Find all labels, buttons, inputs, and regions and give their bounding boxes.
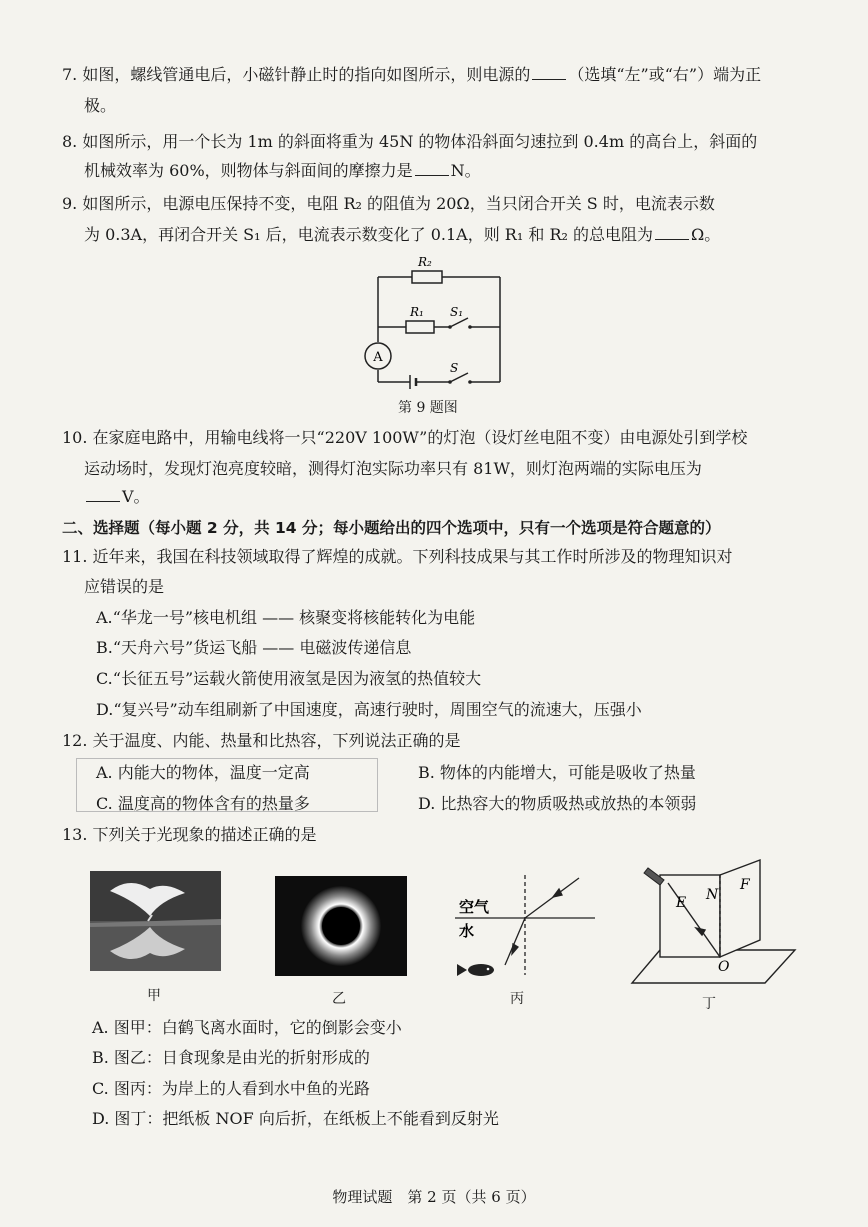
q8-line1: 8. 如图所示，用一个长为 1m 的斜面将重为 45N 的物体沿斜面匀速拉到 0.4m 的高台上，斜面的 [62,132,758,151]
resistor-r2 [412,271,442,283]
figure-yi-eclipse-photo [275,876,407,976]
label-n: N [706,887,719,903]
q13-option-d[interactable]: D. 图丁：把纸板 NOF 向后折，在纸板上不能看到反射光 [92,1109,499,1128]
q12-option-c[interactable]: C. 温度高的物体含有的热量多 [96,794,310,813]
q9-answer-blank[interactable] [655,225,689,240]
q10-answer-blank[interactable] [86,487,120,502]
q13-option-a[interactable]: A. 图甲：白鹤飞离水面时，它的倒影会变小 [92,1018,402,1037]
q12-stem: 12. 关于温度、内能、热量和比热容，下列说法正确的是 [62,731,461,750]
incident-ray [525,878,579,918]
s1-label: S₁ [450,305,464,319]
q8-line2 [84,160,481,182]
caption-jia: 甲 [147,988,161,1004]
s-label: S [450,361,459,375]
q13-stem: 13. 下列关于光现象的描述正确的是 [62,825,317,844]
section2-title: 二、选择题（每小题 2 分，共 14 分；每小题给出的四个选项中，只有一个选项是符合题意的） [62,519,721,537]
q10-line2: 运动场时，发现灯泡亮度较暗，测得灯泡实际功率只有 81W，则灯泡两端的实际电压为 [84,459,702,478]
q7-line1 [62,64,761,86]
air-label: 空气 [459,898,490,916]
q10-line1: 10. 在家庭电路中，用输电线将一只“220V 100W”的灯泡（设灯丝电阻不变）由电源处引到学校 [62,428,748,447]
q11-option-b[interactable]: B.“天舟六号”货运飞船 —— 电磁波传递信息 [96,638,412,657]
label-o: O [718,959,730,975]
q10-line3 [84,486,150,508]
water-label: 水 [459,922,475,940]
switch-s1[interactable] [450,318,468,327]
figure-ding-reflection-board [630,855,805,990]
q7-answer-blank[interactable] [532,65,566,80]
q12-option-a[interactable]: A. 内能大的物体，温度一定高 [96,763,310,782]
r2-label: R₂ [418,255,432,269]
refracted-ray [505,918,525,965]
q9-figure-caption: 第 9 题图 [398,400,458,416]
figure-jia-crane-photo [90,871,221,971]
q7-text-b: （选填“左”或“右”）端为正 [568,65,762,84]
q9-text-b: Ω。 [691,225,721,244]
fish-icon [457,964,494,976]
q12-option-b[interactable]: B. 物体的内能增大，可能是吸收了热量 [418,763,696,782]
figure-bing-refraction-diagram [455,870,595,985]
label-f: F [740,877,750,893]
q8-text-a: 机械效率为 60%，则物体与斜面间的摩擦力是 [84,161,413,180]
q9-text-a: 为 0.3A，再闭合开关 S₁ 后，电流表示数变化了 0.1A，则 R₁ 和 R₂ 的总电阻为 [84,225,653,244]
r1-label: R₁ [410,305,424,319]
q8-text-b: N。 [450,161,481,180]
q13-option-b[interactable]: B. 图乙：日食现象是由光的折射形成的 [92,1048,370,1067]
label-e: E [676,895,687,911]
caption-yi: 乙 [332,991,346,1007]
q10-unit: V。 [122,487,150,506]
page-footer: 物理试题 第 2 页（共 6 页） [332,1188,536,1206]
caption-ding: 丁 [702,996,716,1012]
q9-line1: 9. 如图所示，电源电压保持不变，电阻 R₂ 的阻值为 20Ω，当只闭合开关 S 时，电流表示数 [62,194,715,213]
q12-option-d[interactable]: D. 比热容大的物质吸热或放热的本领弱 [418,794,697,813]
q11-option-c[interactable]: C.“长征五号”运载火箭使用液氢是因为液氢的热值较大 [96,669,482,688]
resistor-r1 [406,321,434,333]
q8-answer-blank[interactable] [415,161,449,176]
board-nof [720,860,760,957]
q7-line2: 极。 [84,96,117,115]
q11-option-a[interactable]: A.“华龙一号”核电机组 —— 核聚变将核能转化为电能 [96,608,476,627]
q9-line2 [84,224,720,246]
q7-text-a: 7. 如图，螺线管通电后，小磁针静止时的指向如图所示，则电源的 [62,65,531,84]
ammeter-label: A [373,350,383,365]
q11-line2: 应错误的是 [84,577,165,596]
caption-bing: 丙 [510,991,524,1007]
q9-circuit-diagram [350,252,520,392]
q11-option-d[interactable]: D.“复兴号”动车组刷新了中国速度，高速行驶时，周围空气的流速大，压强小 [96,700,642,719]
q11-line1: 11. 近年来，我国在科技领域取得了辉煌的成就。下列科技成果与其工作时所涉及的物理知识对 [62,547,733,566]
q13-option-c[interactable]: C. 图丙：为岸上的人看到水中鱼的光路 [92,1079,370,1098]
